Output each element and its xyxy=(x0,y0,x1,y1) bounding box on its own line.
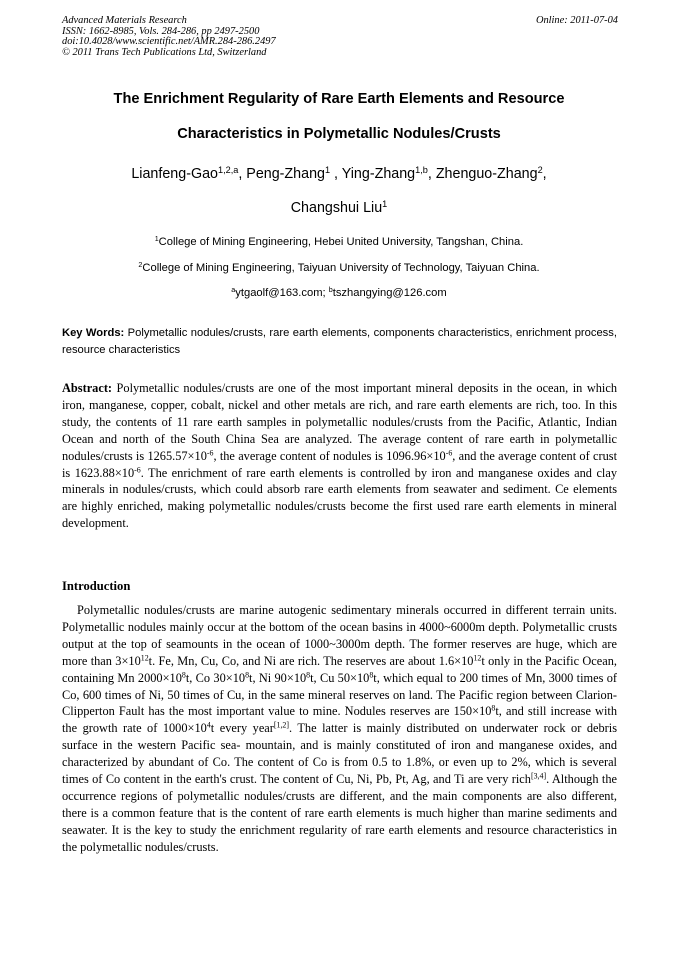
author-name: Changshui Liu xyxy=(290,200,383,216)
affiliation-text: College of Mining Engineering, Taiyuan University of Technology, Taiyuan China. xyxy=(142,262,540,274)
abstract-text: Polymetallic nodules/crusts are one of the most important mineral deposits in the ocean, in which iron, manganese, copper, cobalt, nickel and other metals are rich, and rare earth elements are rich, too. In this study, the contents of 11 rare earth samples in polymetallic nodules/crusts from the Pacific, Atlantic, Indian Ocean and north of the South China Sea are analyzed. The average content of rare earth in polymetallic nodules/crusts is 1265.57×10 xyxy=(62,381,617,463)
author-affiliation-mark: 1 xyxy=(324,164,331,175)
intro-text: t, which equal to 200 times of Mn, 3000 times of Co, 600 times of Ni, 50 times of Cu, in the same mineral reserves on land. The Pacific region between Clarion-Clipperton Fault has the most important value to mine. Nodules reserves are 150×10 xyxy=(62,670,617,719)
abstract-paragraph xyxy=(62,380,617,532)
copyright-line: © 2011 Trans Tech Publications Ltd, Switzerland xyxy=(62,46,267,58)
issn-line: ISSN: 1662-8985, Vols. 284-286, pp 2497-2500 xyxy=(62,25,260,37)
email-line xyxy=(40,287,638,299)
author-affiliation-mark: 2 xyxy=(537,164,543,175)
abstract-label: Abstract: xyxy=(62,381,113,395)
abstract-text: . The enrichment of rare earth elements is controlled by iron and manganese oxides and clay minerals in nodules/crusts, which could absorb rare earth elements from seawater and sediment. Ce elements are highly enriched, making polymetallic nodules/crusts become the first used rare earth elements in mineral development. xyxy=(62,465,617,531)
exponent: 8 xyxy=(306,670,311,680)
introduction-paragraph xyxy=(62,602,617,856)
author-separator: , xyxy=(427,166,436,182)
intro-text: t, Ni 90×10 xyxy=(249,670,307,685)
affiliation-mark: 2 xyxy=(138,261,143,270)
exponent: 8 xyxy=(245,670,250,680)
exponent: 12 xyxy=(473,653,482,663)
intro-text: t every year xyxy=(210,721,274,736)
email-b: tszhangying@126.com xyxy=(332,287,447,299)
affiliation-mark: 1 xyxy=(154,235,159,244)
intro-text: t. Fe, Mn, Cu, Co, and Ni are rich. The reserves are about 1.6×10 xyxy=(148,653,474,668)
keywords-label: Key Words: xyxy=(62,327,125,339)
citation-ref: [3,4] xyxy=(530,771,547,781)
intro-text: t, Cu 50×10 xyxy=(310,670,370,685)
exponent: 4 xyxy=(206,721,211,730)
intro-text: Polymetallic nodules/crusts are marine autogenic sedimentary minerals occurred in different terrain units. Polymetallic nodules mainly occur at the bottom of the ocean basins in 4000~6000m depth. Polymetallic crusts output at the top of seamounts in the ocean of 1000~3000m depth. The former reserves are huge, which are more than 3×10 xyxy=(62,603,617,668)
intro-text: . The latter is mainly distributed on underwater rock or debris surface in the western Pacific sea- mountain, and is mainly constituted of iron and manganese oxides, and characterized by abundant of Co. The content of Co is from 0.5 to 1.8%, or even up to 2%, which is several times of Co content in the earth's crust. The content of Cu, Ni, Pb, Pt, Ag, and Ti are very rich xyxy=(62,721,618,787)
exponent: -6 xyxy=(445,448,453,458)
keywords-paragraph xyxy=(62,325,617,358)
abstract-text: , and the average content of crust is 1623.88×10 xyxy=(62,448,617,480)
keywords-text: Polymetallic nodules/crusts, rare earth elements, components characteristics, enrichment process, resource characteristics xyxy=(62,327,617,356)
author-list-continued xyxy=(40,200,638,216)
author-name: Ying-Zhang xyxy=(341,166,416,182)
paper-title-line-1: The Enrichment Regularity of Rare Earth Elements and Resource xyxy=(113,91,565,107)
introduction-heading: Introduction xyxy=(62,579,131,593)
online-date: Online: 2011-07-04 xyxy=(535,15,618,26)
exponent: 8 xyxy=(491,704,496,714)
intro-text: . Although the occurrence regions of polymetallic nodules/crusts are different, and the main components are also different, there is a common feature that is the content of rare earth elements is much higher than marine sediments and seawater. It is the key to study the enrichment regularity of rare earth elements and resource characteristics in the polymetallic nodules/crusts. xyxy=(62,772,618,854)
affiliation-2 xyxy=(40,262,638,274)
exponent: 8 xyxy=(181,670,186,680)
abstract-text: , the average content of nodules is 1096.96×10 xyxy=(213,448,446,463)
email-mark-b: b xyxy=(328,286,333,295)
email-a: ytgaolf@163.com; xyxy=(235,287,329,299)
paper-title-line-2: Characteristics in Polymetallic Nodules/Crusts xyxy=(177,126,501,142)
doi-line: doi:10.4028/www.scientific.net/AMR.284-286.2497 xyxy=(62,36,276,48)
intro-text: t, and still increase with the growth rate of 1000×10 xyxy=(62,704,617,736)
author-name: Zhenguo-Zhang xyxy=(435,166,538,182)
exponent: 8 xyxy=(369,670,374,680)
author-name: Peng-Zhang xyxy=(246,166,325,182)
intro-text: t only in the Pacific Ocean, containing Mn 2000×10 xyxy=(62,653,617,685)
author-list xyxy=(40,166,638,182)
exponent: -6 xyxy=(206,448,214,458)
author-separator: , xyxy=(542,166,547,182)
email-mark-a: a xyxy=(231,286,236,295)
journal-name: Advanced Materials Research xyxy=(62,15,187,26)
intro-text: t, Co 30×10 xyxy=(185,670,246,685)
author-affiliation-mark: 1,b xyxy=(415,164,428,175)
author-separator: , xyxy=(330,166,342,182)
journal-header xyxy=(62,16,618,58)
author-affiliation-mark: 1,2,a xyxy=(217,164,239,175)
exponent: -6 xyxy=(134,465,141,475)
exponent: 12 xyxy=(140,653,149,663)
author-affiliation-mark: 1 xyxy=(382,198,388,209)
affiliation-1 xyxy=(40,236,638,248)
author-name: Lianfeng-Gao xyxy=(131,166,218,182)
citation-ref: [1,2] xyxy=(273,721,290,730)
author-separator: , xyxy=(238,166,247,182)
affiliation-text: College of Mining Engineering, Hebei United University, Tangshan, China. xyxy=(158,236,524,248)
